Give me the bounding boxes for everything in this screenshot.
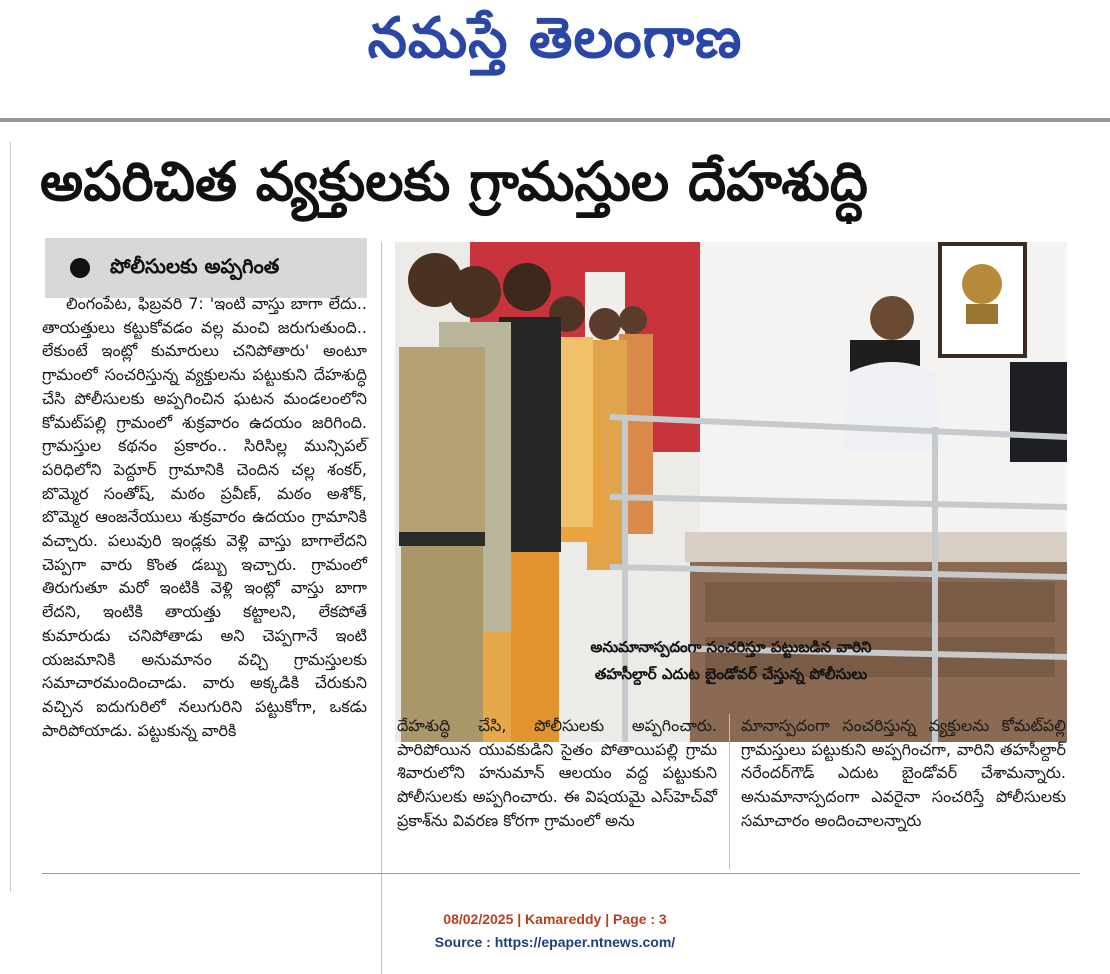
news-article (0, 122, 1110, 892)
edition-date-line: 08/02/2025 | Kamareddy | Page : 3 (443, 911, 667, 927)
column-divider (381, 242, 382, 974)
kicker-label: పోలీసులకు అప్పగింత (110, 253, 280, 278)
column-3-text: మానాస్పదంగా సంచరిస్తున్న వ్యక్తులను కోమట్‌పల్లి గ్రామస్తులు పట్టుకుని అప్పగించగా, వారిని తహసీల్దార్ నరేందర్‌గౌడ్ ఎదుట బైండోవర్ చేశామన్నారు. అనుమానాస్పదంగా ఎవరైనా సంచరిస్తే పోలీసులకు సమాచారం అందించాలన్నారు (741, 716, 1066, 830)
article-headline: అపరిచిత వ్యక్తులకు గ్రామస్తుల దేహశుద్ధి (40, 150, 868, 213)
column-divider (729, 714, 730, 869)
kicker-box (45, 238, 367, 298)
bullet-icon (70, 258, 90, 278)
article-column-3 (741, 714, 1066, 833)
newspaper-logo: నమస్తే తెలంగాణ (367, 6, 743, 71)
source-footer (0, 908, 1110, 954)
article-column-2 (397, 714, 717, 833)
caption-line-1: అనుమానాస్పదంగా సంచరిస్తూ పట్టుబడిన వారిని (590, 638, 872, 656)
masthead (0, 0, 1110, 118)
column-1-text: లింగంపేట, ఫిబ్రవరి 7: 'ఇంటి వాస్తు బాగా లేదు.. తాయత్తులు కట్టుకోవడం వల్ల మంచి జరుగుతుంది.. లేకుంటే ఇంట్లో కుమారులు చనిపోతారు' అంటూ గ్రామంలో సంచరిస్తున్న వ్యక్తులను పట్టుకుని దేహశుద్ధి చేసి పోలీసులకు అప్పగించిన ఘటన మండలంలోని కోమట్‌పల్లి గ్రామంలో శుక్రవారం ఉదయం జరిగింది. గ్రామస్తుల కథనం ప్రకారం.. సిరిసిల్ల మున్సిపల్ పరిధిలోని పెద్దూర్ గ్రామానికి చెందిన చల్ల శంకర్, బొమ్మెర సంతోష్, మఠం ప్రవీణ్, మఠం అశోక్, బొమ్మెర ఆంజనేయులు శుక్రవారం ఉదయం గ్రామానికి వచ్చారు. పలువురి ఇండ్లకు వెళ్లి వాస్తు బాగాలేదని చెప్పగా వారు కొంత డబ్బు ఇచ్చారు. గ్రామంలో తిరుగుతూ మరో ఇంటికి వెళ్లి ఇంట్లో వాస్తు బాగా లేదని, ఇంటికి తాయత్తు కట్టాలని, లేకపోతే కుమారుడు చనిపోతాడు అని చెప్పగానే ఇంటి యజమానికి అనుమానం వచ్చి గ్రామస్తులకు సమాచారమందించాడు. వారు అక్కడికి చేరుకుని వచ్చిన ఐదుగురిలో నలుగురిని పట్టుకోగా, ఒకడు పారిపోయాడు. పట్టుకున్న వారికి (42, 294, 367, 740)
source-url-line: Source : https://epaper.ntnews.com/ (434, 934, 676, 950)
page-edge-line (10, 142, 11, 892)
photo-caption (395, 634, 1067, 688)
bottom-rule (42, 873, 1080, 874)
caption-line-2: తహసీల్దార్ ఎదుట బైండోవర్ చేస్తున్న పోలీసులు (594, 665, 868, 683)
column-2-text: దేహశుద్ధి చేసి, పోలీసులకు అప్పగించారు. పారిపోయిన యువకుడిని సైతం పోతాయిపల్లి గ్రామ శివారులోని హనుమాన్ ఆలయం వద్ద పట్టుకుని పోలీసులకు అప్పగించారు. ఈ విషయమై ఎస్‌హెచ్‌వో ప్రకాశ్‌ను వివరణ కోరగా గ్రామంలో అను (397, 716, 717, 830)
article-column-1 (42, 292, 367, 742)
